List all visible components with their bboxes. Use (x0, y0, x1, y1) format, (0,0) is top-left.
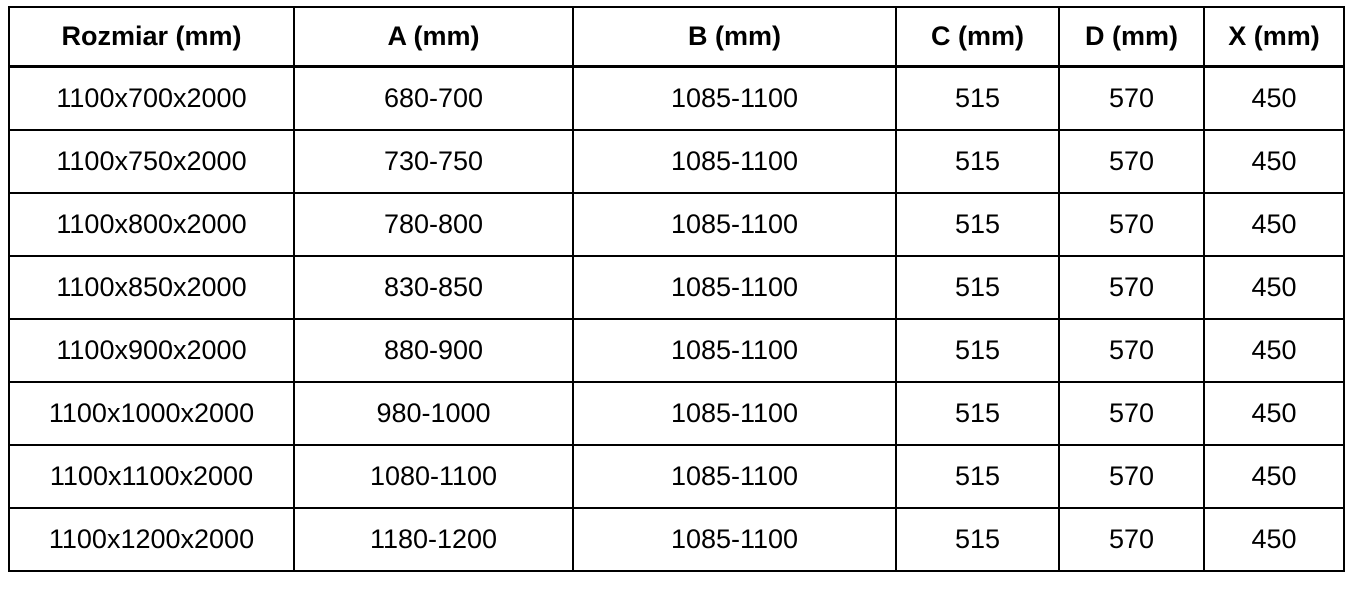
table-row (9, 319, 1344, 382)
cell-rozmiar: 1100x750x2000 (9, 130, 294, 193)
column-header-b: B (mm) (573, 7, 896, 67)
cell-d: 570 (1059, 319, 1204, 382)
cell-b: 1085-1100 (573, 193, 896, 256)
cell-x: 450 (1204, 130, 1344, 193)
cell-x: 450 (1204, 382, 1344, 445)
cell-x: 450 (1204, 508, 1344, 571)
cell-a: 980-1000 (294, 382, 573, 445)
cell-x: 450 (1204, 256, 1344, 319)
cell-a: 1180-1200 (294, 508, 573, 571)
cell-c: 515 (896, 256, 1059, 319)
table-row (9, 445, 1344, 508)
table-row (9, 193, 1344, 256)
column-header-x: X (mm) (1204, 7, 1344, 67)
cell-d: 570 (1059, 67, 1204, 131)
cell-c: 515 (896, 67, 1059, 131)
cell-c: 515 (896, 382, 1059, 445)
column-header-d: D (mm) (1059, 7, 1204, 67)
table-row (9, 508, 1344, 571)
cell-x: 450 (1204, 67, 1344, 131)
cell-a: 830-850 (294, 256, 573, 319)
cell-a: 680-700 (294, 67, 573, 131)
cell-c: 515 (896, 193, 1059, 256)
table-row (9, 256, 1344, 319)
cell-b: 1085-1100 (573, 67, 896, 131)
cell-a: 880-900 (294, 319, 573, 382)
cell-rozmiar: 1100x800x2000 (9, 193, 294, 256)
cell-c: 515 (896, 508, 1059, 571)
cell-c: 515 (896, 445, 1059, 508)
cell-a: 1080-1100 (294, 445, 573, 508)
column-header-rozmiar: Rozmiar (mm) (9, 7, 294, 67)
dimensions-table (8, 6, 1345, 572)
table-row (9, 130, 1344, 193)
cell-d: 570 (1059, 445, 1204, 508)
cell-d: 570 (1059, 193, 1204, 256)
cell-c: 515 (896, 130, 1059, 193)
header-row (9, 7, 1344, 67)
cell-d: 570 (1059, 508, 1204, 571)
cell-rozmiar: 1100x850x2000 (9, 256, 294, 319)
cell-x: 450 (1204, 445, 1344, 508)
column-header-a: A (mm) (294, 7, 573, 67)
cell-d: 570 (1059, 256, 1204, 319)
cell-d: 570 (1059, 130, 1204, 193)
table-row (9, 67, 1344, 131)
cell-rozmiar: 1100x900x2000 (9, 319, 294, 382)
column-header-c: C (mm) (896, 7, 1059, 67)
cell-rozmiar: 1100x1100x2000 (9, 445, 294, 508)
cell-a: 730-750 (294, 130, 573, 193)
cell-b: 1085-1100 (573, 130, 896, 193)
cell-b: 1085-1100 (573, 319, 896, 382)
table-row (9, 382, 1344, 445)
cell-c: 515 (896, 319, 1059, 382)
cell-x: 450 (1204, 319, 1344, 382)
cell-b: 1085-1100 (573, 382, 896, 445)
cell-rozmiar: 1100x700x2000 (9, 67, 294, 131)
cell-b: 1085-1100 (573, 508, 896, 571)
cell-rozmiar: 1100x1000x2000 (9, 382, 294, 445)
cell-rozmiar: 1100x1200x2000 (9, 508, 294, 571)
cell-b: 1085-1100 (573, 445, 896, 508)
cell-d: 570 (1059, 382, 1204, 445)
cell-b: 1085-1100 (573, 256, 896, 319)
cell-x: 450 (1204, 193, 1344, 256)
cell-a: 780-800 (294, 193, 573, 256)
